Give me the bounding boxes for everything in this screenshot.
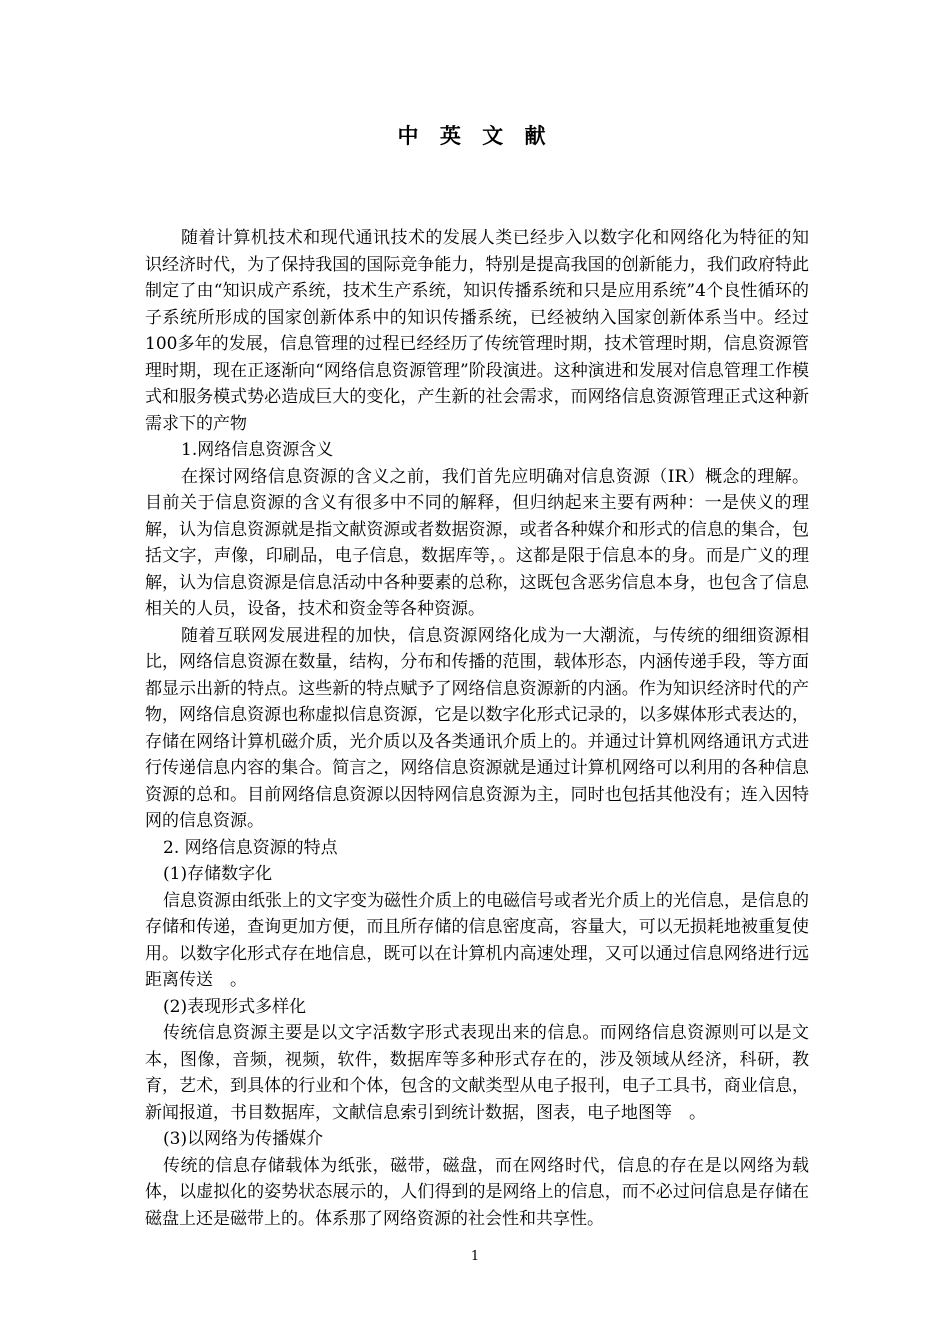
paragraph-diverse-forms: 传统信息资源主要是以文字活数字形式表现出来的信息。而网络信息资源则可以是文本，图像，音频，视频，软件，数据库等多种形式存在的，涉及领域从经济，科研，教育，艺术，到具体的行业和个体，包含的文献类型从电子报刊，电子工具书，商业信息，新闻报道，书目数据库，文献信息索引到统计数据，图表，电子地图等 。 (145, 1023, 809, 1123)
section-heading-1: 1.网络信息资源含义 (181, 440, 334, 460)
subheading-1: (1)存储数字化 (163, 864, 273, 884)
paragraph-intro: 随着计算机技术和现代通讯技术的发展人类已经步入以数字化和网络化为特征的知识经济时代，为了保持我国的国际竞争能力，特别是提高我国的创新能力，我们政府特此制定了由“知识成产系统，技术生产系统，知识传播系统和只是应用系统”4个良性循环的子系统所形成的国家创新体系中的知识传播系统，已经被纳入国家创新体系当中。经过100多年的发展，信息管理的过程已经经历了传统管理时期，技术管理时期，信息资源管理时期，现在正逐渐向“网络信息资源管理”阶段演进。这种演进和发展对信息管理工作模式和服务模式势必造成巨大的变化，产生新的社会需求，而网络信息资源管理正式这种新需求下的产物 (145, 228, 809, 434)
paragraph-digital-storage: 信息资源由纸张上的文字变为磁性介质上的电磁信号或者光介质上的光信息，是信息的存储和传递，查询更加方便，而且所存储的信息密度高，容量大，可以无损耗地被重复使用。以数字化形式存在地信息，既可以在计算机内高速处理，又可以通过信息网络进行远距离传送 。 (145, 890, 809, 990)
paragraph-network-ir: 随着互联网发展进程的加快，信息资源网络化成为一大潮流，与传统的细细资源相比，网络信息资源在数量，结构，分布和传播的范围，载体形态，内涵传递手段，等方面都显示出新的特点。这些新的特点赋予了网络信息资源新的内涵。作为知识经济时代的产物，网络信息资源也称虚拟信息资源，它是以数字化形式记录的，以多媒体形式表达的，存储在网络计算机磁介质，光介质以及各类通讯介质上的。并通过计算机网络通讯方式进行传递信息内容的集合。简言之，网络信息资源就是通过计算机网络可以利用的各种信息资源的总和。目前网络信息资源以因特网信息资源为主，同时也包括其他没有；连入因特网的信息资源。 (145, 625, 809, 831)
section-heading-2: 2. 网络信息资源的特点 (163, 837, 338, 858)
paragraph-network-medium: 传统的信息存储载体为纸张，磁带，磁盘，而在网络时代，信息的存在是以网络为载体，以虚拟化的姿势状态展示的，人们得到的是网络上的信息，而不必过问信息是存储在磁盘上还是磁带上的。体系那了网络资源的社会性和共享性。 (145, 1155, 809, 1229)
paragraph-ir-definition: 在探讨网络信息资源的含义之前，我们首先应明确对信息资源（IR）概念的理解。目前关于信息资源的含义有很多中不同的解释，但归纳起来主要有两种：一是侠义的理解，认为信息资源就是指文献资源或者数据资源，或者各种媒介和形式的信息的集合，包括文字，声像，印刷品，电子信息，数据库等，。这都是限于信息本的身。而是广义的理解，认为信息资源是信息活动中各种要素的总称，这既包含恶劣信息本身，也包含了信息相关的人员，设备，技术和资金等各种资源。 (145, 466, 809, 619)
document-body (145, 225, 809, 1232)
page-number: 1 (470, 1249, 480, 1264)
subheading-3: (3)以网络为传播媒介 (163, 1129, 324, 1149)
document-title: 中 英 文 献 (397, 124, 553, 148)
subheading-2: (2)表现形式多样化 (163, 996, 307, 1017)
